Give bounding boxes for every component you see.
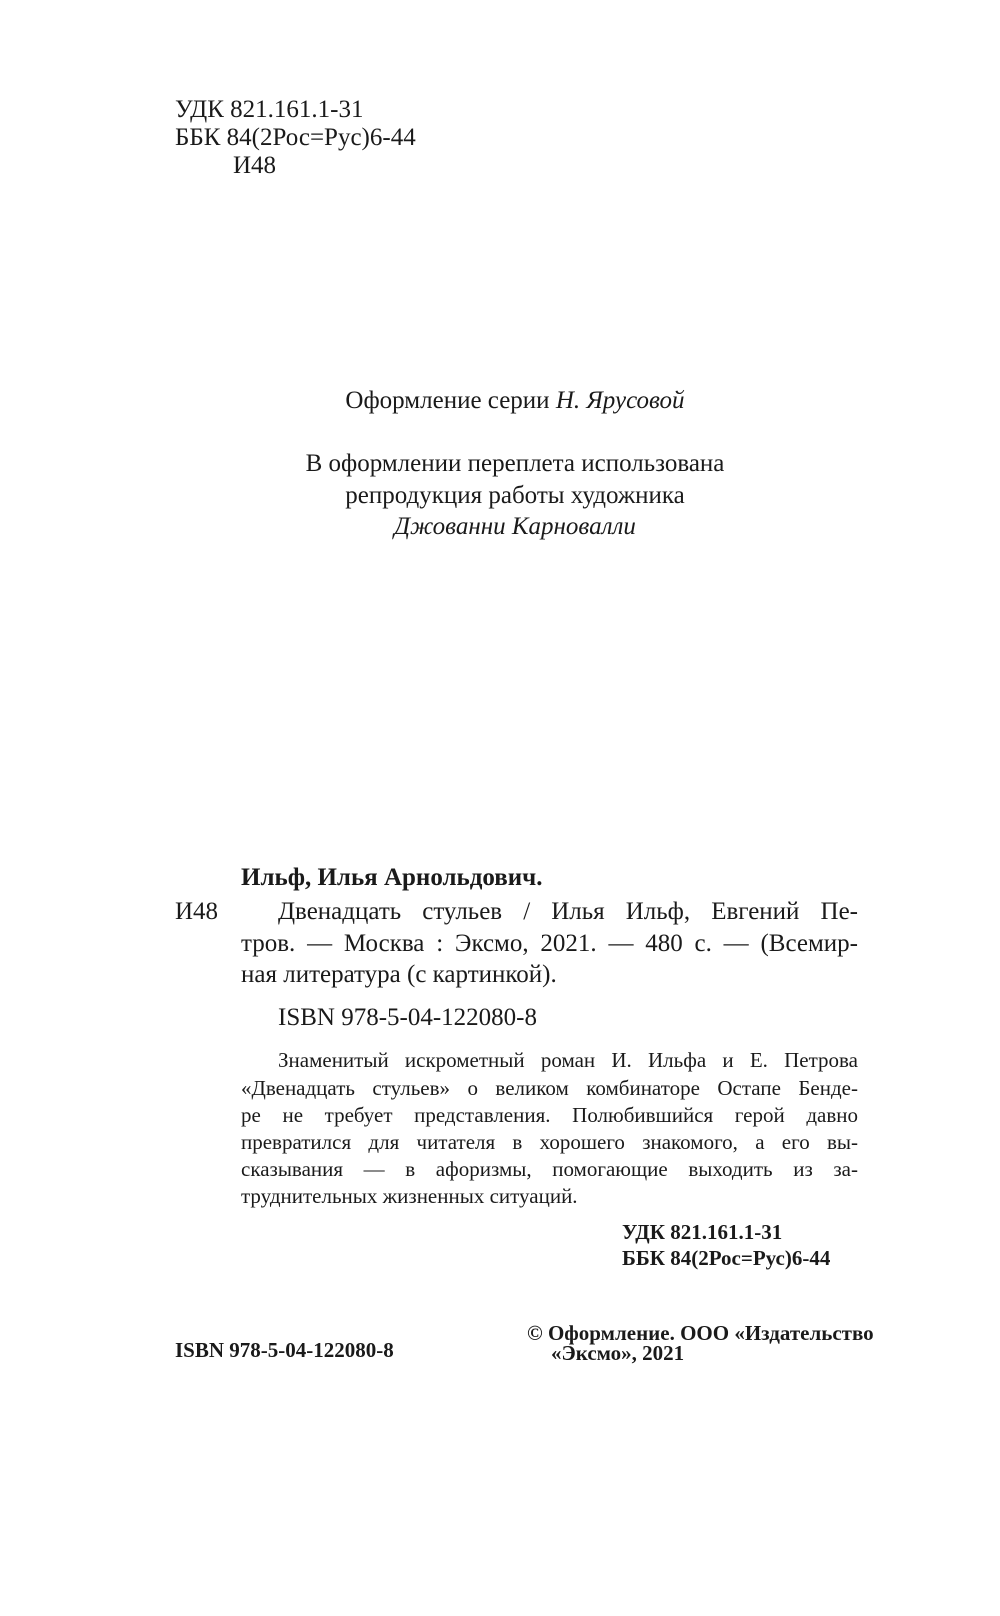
- series-design-credit: [0, 386, 1000, 416]
- bbk-code-card: ББК 84(2Рос=Рус)6-44: [622, 1246, 831, 1270]
- copyright-line1: © Оформление. ООО «Издательство: [527, 1321, 874, 1345]
- annotation-line: «Двенадцать стульев» о великом комбинаторе Остапе Бенде-: [241, 1076, 858, 1100]
- author-heading: Ильф, Илья Арнольдович.: [241, 864, 543, 891]
- annotation-line: труднительных жизненных ситуаций.: [241, 1184, 578, 1208]
- series-designer: Н. Ярусовой: [555, 387, 685, 414]
- isbn-footer: ISBN 978-5-04-122080-8: [175, 1338, 394, 1362]
- bbk-code-top: ББК 84(2Рос=Рус)6-44: [175, 124, 416, 151]
- description-line: тров. — Москва : Эксмо, 2021. — 480 с. — (Всемир-: [241, 930, 858, 957]
- annotation-line: Знаменитый искрометный роман И. Ильфа и Е. Петрова: [278, 1048, 858, 1072]
- annotation-line: ре не требует представления. Полюбившийся герой давно: [241, 1103, 858, 1127]
- udk-code-card: УДК 821.161.1-31: [622, 1220, 783, 1244]
- author-mark-top: И48: [233, 152, 277, 179]
- annotation-line: сказывания — в афоризмы, помогающие выходить из за-: [241, 1157, 858, 1181]
- copyright-line2: «Эксмо», 2021: [551, 1341, 685, 1365]
- author-mark: И48: [175, 898, 219, 925]
- cover-credit-line2: репродукция работы художника: [345, 482, 685, 509]
- cover-artist: Джованни Карновалли: [394, 513, 636, 540]
- cover-credit-line1: В оформлении переплета использована: [305, 450, 725, 477]
- description-line: Двенадцать стульев / Илья Ильф, Евгений Пе-: [278, 898, 858, 925]
- annotation-line: превратился для читателя в хорошего знакомого, а его вы-: [241, 1130, 858, 1154]
- series-design-label: Оформление серии: [345, 387, 550, 414]
- isbn-card: ISBN 978-5-04-122080-8: [278, 1004, 538, 1031]
- udk-code-top: УДК 821.161.1-31: [175, 96, 364, 123]
- description-line: ная литература (с картинкой).: [241, 961, 557, 988]
